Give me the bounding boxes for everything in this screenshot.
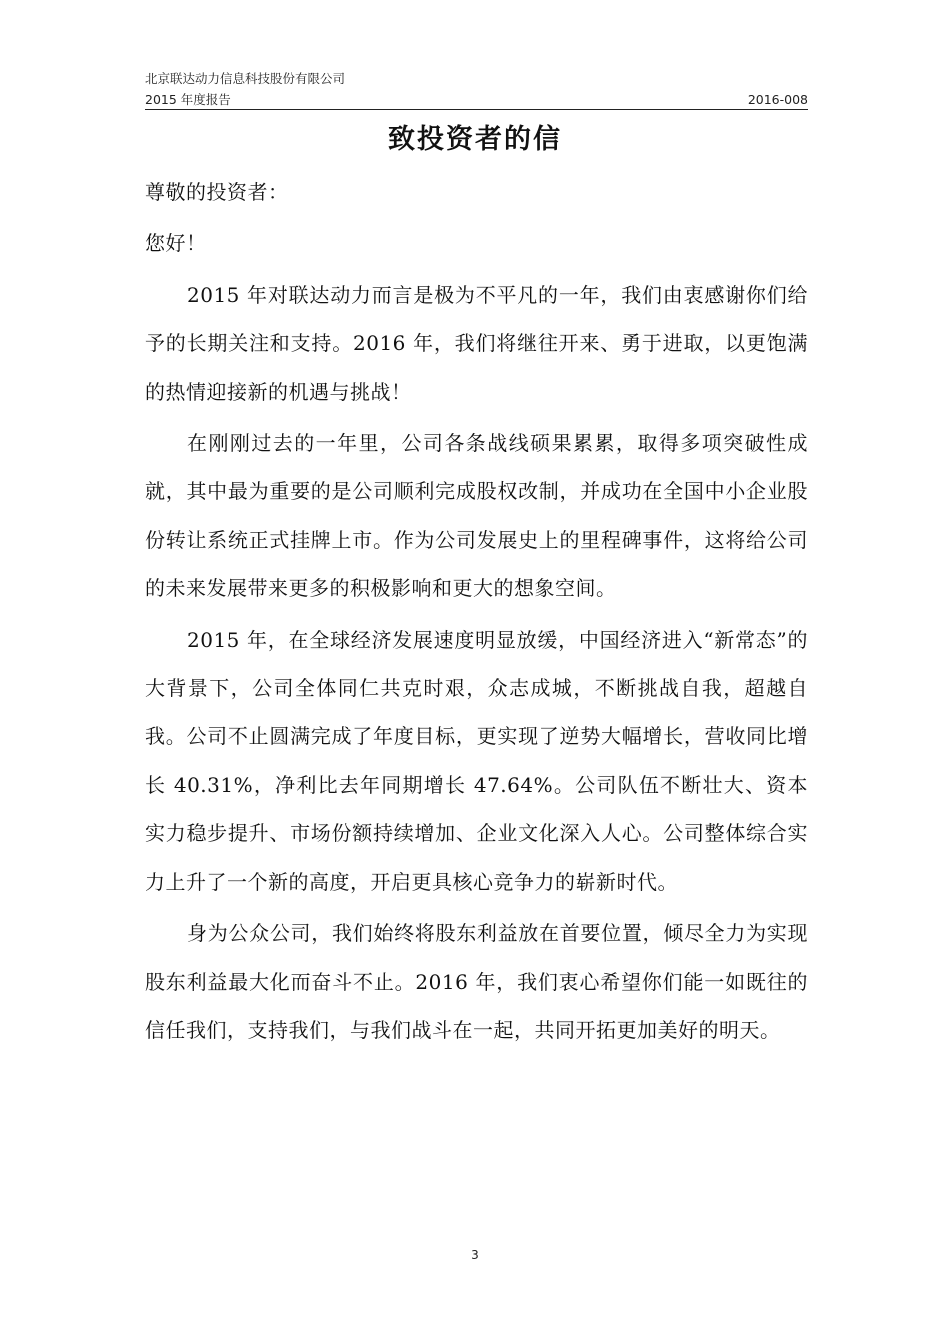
paragraph-3: 2015 年，在全球经济发展速度明显放缓，中国经济进入“新常态”的大背景下，公司全体同仁共克时艰，众志成城，不断挑战自我，超越自我。公司不止圆满完成了年度目标，更实现了逆势大幅增长，营收同比增长 40.31%，净利比去年同期增长 47.64%。公司队伍不断壮大、资本实力稳步提升、市场份额持续增加、企业文化深入人心。公司整体综合实力上升了一个新的高度，开启更具核心竞争力的崭新时代。 xyxy=(145,627,808,894)
report-name: 2015 年度报告 xyxy=(145,92,231,107)
header-row xyxy=(145,89,808,110)
page-header xyxy=(145,68,808,110)
paragraph-2: 在刚刚过去的一年里，公司各条战线硕果累累，取得多项突破性成就，其中最为重要的是公司顺利完成股权改制，并成功在全国中小企业股份转让系统正式挂牌上市。作为公司发展史上的里程碑事件，这将给公司的未来发展带来更多的积极影响和更大的想象空间。 xyxy=(145,431,808,601)
page-number: 3 xyxy=(471,1248,479,1262)
letter-title: 致投资者的信 xyxy=(388,124,562,155)
salutation: 尊敬的投资者： xyxy=(145,180,289,204)
paragraph-4: 身为公众公司，我们始终将股东利益放在首要位置，倾尽全力为实现股东利益最大化而奋斗不止。2016 年，我们衷心希望你们能一如既往的信任我们，支持我们，与我们战斗在一起，共同开拓更加美好的明天。 xyxy=(145,921,808,1042)
greeting: 您好！ xyxy=(145,231,207,256)
paragraph-1: 2015 年对联达动力而言是极为不平凡的一年，我们由衷感谢你们给予的长期关注和支持。2016 年，我们将继往开来、勇于进取，以更饱满的热情迎接新的机遇与挑战！ xyxy=(145,282,808,404)
letter-body xyxy=(145,168,808,1054)
company-name: 北京联达动力信息科技股份有限公司 xyxy=(145,71,346,86)
header-divider xyxy=(145,109,808,110)
document-number: 2016-008 xyxy=(747,92,808,107)
